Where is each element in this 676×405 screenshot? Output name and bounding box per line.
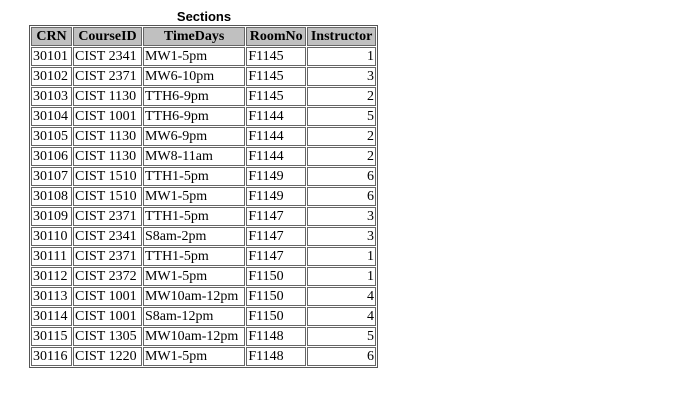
cell-roomno: F1150 (246, 267, 306, 286)
cell-roomno: F1148 (246, 347, 306, 366)
cell-courseid: CIST 2372 (73, 267, 142, 286)
cell-timedays: TTH6-9pm (143, 87, 245, 106)
table-row (31, 327, 376, 346)
table-row (31, 187, 376, 206)
table-caption: Sections (176, 9, 232, 24)
cell-instructor: 3 (307, 207, 376, 226)
table-row (31, 247, 376, 266)
cell-instructor: 1 (307, 267, 376, 286)
cell-roomno: F1145 (246, 67, 306, 86)
cell-instructor: 2 (307, 147, 376, 166)
cell-roomno: F1147 (246, 207, 306, 226)
column-header-instructor: Instructor (307, 27, 376, 46)
cell-instructor: 5 (307, 327, 376, 346)
cell-courseid: CIST 2371 (73, 207, 142, 226)
cell-instructor: 5 (307, 107, 376, 126)
cell-roomno: F1147 (246, 247, 306, 266)
cell-roomno: F1144 (246, 127, 306, 146)
cell-courseid: CIST 1305 (73, 327, 142, 346)
cell-timedays: MW6-9pm (143, 127, 245, 146)
cell-instructor: 4 (307, 307, 376, 326)
column-header-courseid: CourseID (73, 27, 142, 46)
cell-instructor: 6 (307, 167, 376, 186)
cell-courseid: CIST 1130 (73, 147, 142, 166)
cell-courseid: CIST 2371 (73, 67, 142, 86)
cell-timedays: MW1-5pm (143, 47, 245, 66)
cell-crn: 30102 (31, 67, 72, 86)
cell-timedays: MW1-5pm (143, 347, 245, 366)
cell-crn: 30104 (31, 107, 72, 126)
cell-roomno: F1145 (246, 87, 306, 106)
cell-instructor: 3 (307, 227, 376, 246)
cell-instructor: 1 (307, 247, 376, 266)
column-header-timedays: TimeDays (143, 27, 245, 46)
cell-roomno: F1147 (246, 227, 306, 246)
cell-courseid: CIST 1001 (73, 107, 142, 126)
cell-roomno: F1144 (246, 147, 306, 166)
cell-crn: 30115 (31, 327, 72, 346)
cell-courseid: CIST 2341 (73, 227, 142, 246)
cell-roomno: F1144 (246, 107, 306, 126)
cell-roomno: F1149 (246, 167, 306, 186)
cell-crn: 30113 (31, 287, 72, 306)
cell-timedays: S8am-12pm (143, 307, 245, 326)
table-row (31, 107, 376, 126)
cell-crn: 30105 (31, 127, 72, 146)
table-row (31, 87, 376, 106)
cell-roomno: F1149 (246, 187, 306, 206)
column-header-crn: CRN (31, 27, 72, 46)
cell-timedays: MW10am-12pm (143, 287, 245, 306)
cell-courseid: CIST 2341 (73, 47, 142, 66)
cell-courseid: CIST 1001 (73, 307, 142, 326)
table-row (31, 347, 376, 366)
cell-courseid: CIST 1510 (73, 167, 142, 186)
sections-table-container (29, 8, 378, 368)
table-row (31, 307, 376, 326)
cell-roomno: F1148 (246, 327, 306, 346)
table-row (31, 67, 376, 86)
cell-timedays: S8am-2pm (143, 227, 245, 246)
cell-courseid: CIST 1130 (73, 87, 142, 106)
table-row (31, 227, 376, 246)
cell-crn: 30101 (31, 47, 72, 66)
table-row (31, 287, 376, 306)
cell-instructor: 4 (307, 287, 376, 306)
cell-timedays: MW8-11am (143, 147, 245, 166)
cell-crn: 30106 (31, 147, 72, 166)
table-body (31, 47, 376, 366)
cell-instructor: 6 (307, 187, 376, 206)
cell-crn: 30116 (31, 347, 72, 366)
cell-crn: 30110 (31, 227, 72, 246)
cell-timedays: TTH1-5pm (143, 207, 245, 226)
cell-roomno: F1150 (246, 287, 306, 306)
cell-timedays: MW1-5pm (143, 267, 245, 286)
cell-timedays: MW1-5pm (143, 187, 245, 206)
cell-courseid: CIST 1510 (73, 187, 142, 206)
cell-timedays: MW10am-12pm (143, 327, 245, 346)
table-row (31, 127, 376, 146)
cell-crn: 30103 (31, 87, 72, 106)
sections-table (29, 25, 378, 368)
cell-timedays: TTH1-5pm (143, 247, 245, 266)
cell-crn: 30107 (31, 167, 72, 186)
table-row (31, 147, 376, 166)
cell-courseid: CIST 1220 (73, 347, 142, 366)
column-header-roomno: RoomNo (246, 27, 306, 46)
cell-crn: 30114 (31, 307, 72, 326)
header-row (31, 27, 376, 46)
cell-instructor: 1 (307, 47, 376, 66)
table-row (31, 207, 376, 226)
cell-roomno: F1145 (246, 47, 306, 66)
cell-courseid: CIST 1001 (73, 287, 142, 306)
cell-instructor: 2 (307, 87, 376, 106)
cell-crn: 30109 (31, 207, 72, 226)
table-row (31, 167, 376, 186)
table-row (31, 47, 376, 66)
cell-courseid: CIST 1130 (73, 127, 142, 146)
cell-instructor: 2 (307, 127, 376, 146)
cell-crn: 30112 (31, 267, 72, 286)
cell-instructor: 6 (307, 347, 376, 366)
table-row (31, 267, 376, 286)
cell-timedays: TTH1-5pm (143, 167, 245, 186)
cell-courseid: CIST 2371 (73, 247, 142, 266)
cell-timedays: TTH6-9pm (143, 107, 245, 126)
cell-crn: 30111 (31, 247, 72, 266)
cell-crn: 30108 (31, 187, 72, 206)
cell-timedays: MW6-10pm (143, 67, 245, 86)
cell-roomno: F1150 (246, 307, 306, 326)
cell-instructor: 3 (307, 67, 376, 86)
